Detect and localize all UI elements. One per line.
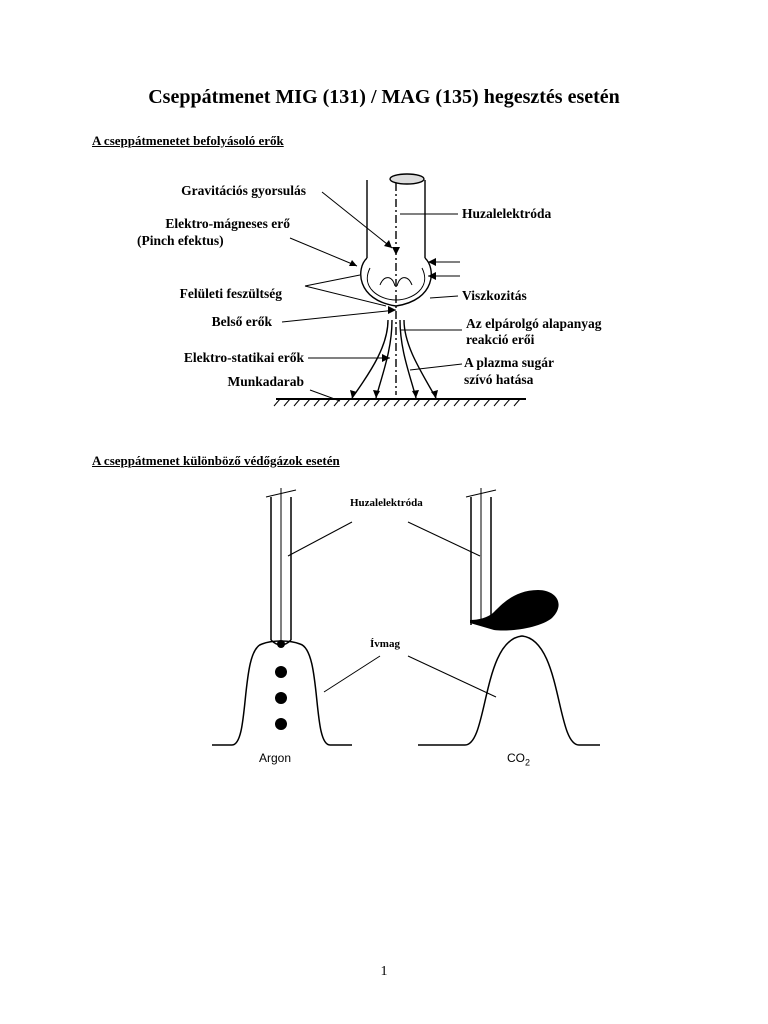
label-arc: Ívmag	[370, 638, 400, 650]
co2-large-droplet	[470, 590, 559, 631]
leader-wire-right	[408, 522, 480, 556]
section-heading-gases: A cseppátmenet különböző védőgázok esetén	[92, 453, 340, 468]
label-workpiece: Munkadarab	[227, 374, 304, 389]
label-em-force-line1: Elektro-mágneses erő	[165, 216, 290, 231]
co2-arc-bell	[418, 636, 600, 745]
label-co2	[507, 751, 530, 767]
label-inner-forces: Belső erők	[211, 314, 272, 329]
argon-droplet-3	[275, 718, 287, 730]
label-reaction-line2: reakció erői	[466, 332, 535, 347]
leader-wire-left	[288, 522, 352, 556]
argon-droplet-1	[275, 666, 287, 678]
label-wire-electrode-2: Huzalelektróda	[350, 497, 423, 509]
argon-droplet-tip	[277, 640, 285, 648]
label-electrostatic: Elektro-statikai erők	[183, 350, 304, 365]
label-viscosity: Viszkozitás	[462, 288, 527, 303]
label-co2-subscript: 2	[525, 757, 531, 768]
argon-droplet-2	[275, 692, 287, 704]
label-plasma-line2: szívó hatása	[464, 372, 534, 387]
label-plasma-line1: A plazma sugár	[464, 355, 555, 370]
label-em-force-line2: (Pinch efektus)	[137, 233, 224, 248]
label-gravity: Gravitációs gyorsulás	[181, 183, 306, 198]
page-title: Cseppátmenet MIG (131) / MAG (135) hegesztés esetén	[148, 86, 620, 108]
label-reaction-line1: Az elpárolgó alapanyag	[466, 316, 602, 331]
page-number: 1	[380, 964, 388, 979]
label-argon: Argon	[259, 751, 292, 765]
label-wire-electrode: Huzalelektróda	[462, 206, 552, 221]
label-co2-base: CO	[507, 751, 525, 765]
leader-arc-left	[324, 656, 380, 692]
section-heading-forces: A cseppátmenetet befolyásoló erők	[92, 133, 284, 148]
leader-arc-right	[408, 656, 496, 697]
label-surface-tension: Felületi feszültség	[179, 286, 282, 301]
